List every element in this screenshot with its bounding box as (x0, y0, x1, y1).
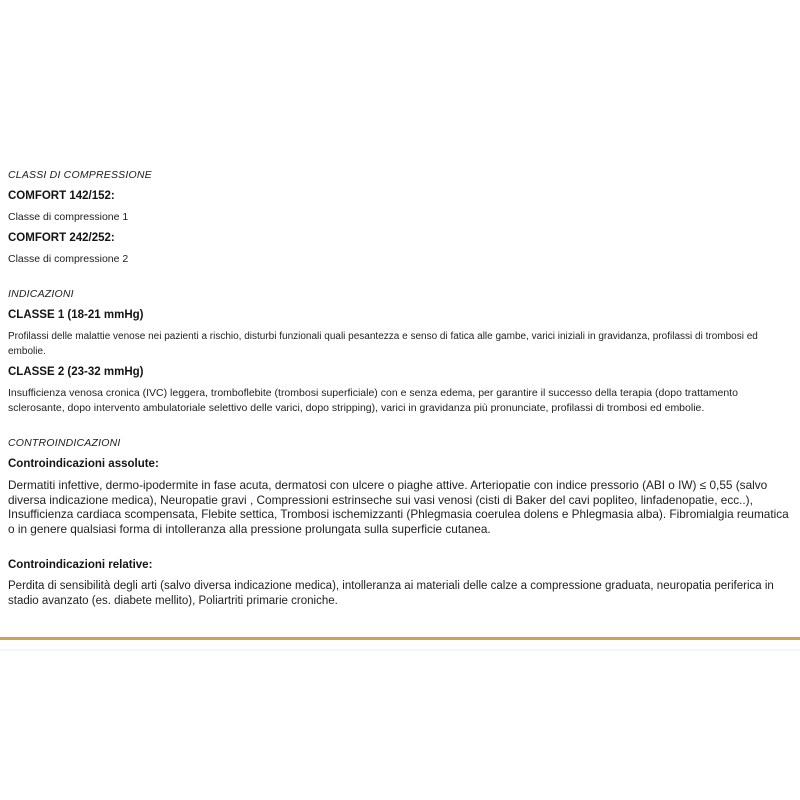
gold-divider-line (0, 637, 800, 640)
subheading-classe-1: CLASSE 1 (18-21 mmHg) (8, 309, 144, 321)
section-heading-classi-di-compressione: CLASSI DI COMPRESSIONE (8, 169, 152, 181)
text-controindicazioni-assolute: Dermatiti infettive, dermo-ipodermite in fase acuta, dermatosi con ulcere o piaghe attive. Arteriopatie con indice pressorio (ABI o IW) ≤ 0,55 (salvo diversa indicazione medica), Neuropatie gravi , Compressioni estrinseche sui vasi venosi (cisti di Baker del cavi popliteo, linfadenopatie, ecc..), Insufficienza cardiaca scompensata, Flebite settica, Trombosi ischemizzanti (Phlegmasia coerulea dolens e Phlegmasia alba). Fibromialgia reumatica o in genere qualsiasi forma di intolleranza alla pressione prolungata sulla superficie cutanea. (8, 478, 789, 536)
subheading-comfort-242-252: COMFORT 242/252: (8, 232, 115, 244)
document-body (8, 168, 792, 629)
subheading-controindicazioni-assolute: Controindicazioni assolute: (8, 458, 159, 470)
section-heading-indicazioni: INDICAZIONI (8, 288, 74, 300)
text-compression-class-1: Classe di compressione 1 (8, 211, 129, 223)
subheading-comfort-142-152: COMFORT 142/152: (8, 190, 115, 202)
section-heading-controindicazioni: CONTROINDICAZIONI (8, 437, 121, 449)
section-classi-di-compressione (8, 168, 792, 267)
text-controindicazioni-relative: Perdita di sensibilità degli arti (salvo diversa indicazione medica), intolleranza ai materiali delle calze a compressione graduata, neuropatia periferica in stadio avanzato (es. diabete mellito), Poliartriti primarie croniche. (8, 580, 774, 608)
section-indicazioni (8, 287, 792, 416)
text-compression-class-2: Classe di compressione 2 (8, 253, 129, 265)
text-indications-classe-2: Insufficienza venosa cronica (IVC) leggera, tromboflebite (trombosi superficiale) con e senza edema, per garantire il successo della terapia (dopo trattamento sclerosante, dopo intervento ambulatoriale selettivo delle varici, dopo stripping), varici in gravidanza più pronunciate, profilassi di trombosi ed embolie. (8, 387, 738, 414)
subheading-controindicazioni-relative: Controindicazioni relative: (8, 559, 153, 572)
section-controindicazioni (8, 436, 792, 609)
subheading-classe-2: CLASSE 2 (23-32 mmHg) (8, 366, 144, 378)
text-indications-classe-1: Profilassi delle malattie venose nei pazienti a rischio, disturbi funzionali quali pesantezza e senso di fatica alle gambe, varici iniziali in gravidanza, profilassi di trombosi ed embolie. (8, 331, 758, 357)
faint-divider-line (0, 649, 800, 651)
